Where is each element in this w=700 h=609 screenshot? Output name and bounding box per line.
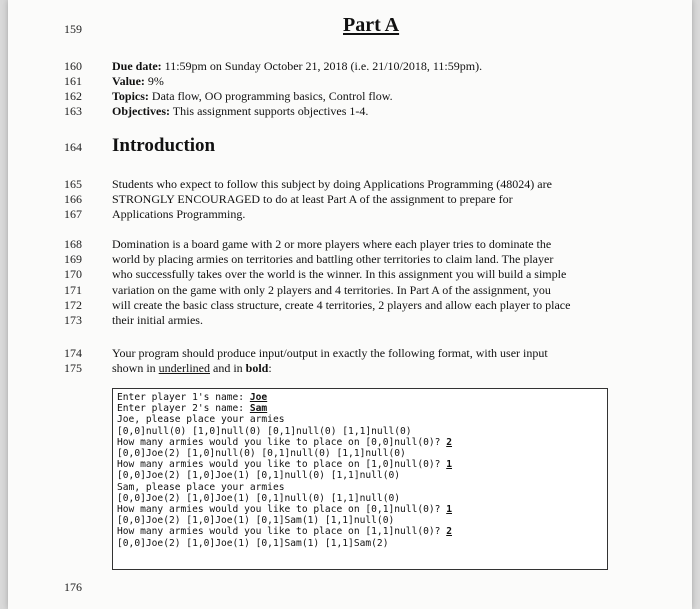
code-line	[117, 403, 603, 414]
paragraph-line: Domination is a board game with 2 or more players where each player tries to dominate the	[112, 237, 552, 251]
line-number: 173	[64, 313, 82, 327]
line-number: 159	[64, 22, 82, 36]
code-line	[117, 437, 603, 448]
document-page	[8, 0, 692, 609]
text-run: shown in	[112, 361, 159, 375]
line-number: 168	[64, 237, 82, 251]
code-text: Enter player 1's name:	[117, 392, 250, 403]
code-text: How many armies would you like to place on [1,1]null(0)?	[117, 526, 447, 538]
paragraph-line: who successfully takes over the world is the winner. In this assignment you will build a simple	[112, 267, 567, 281]
topics-label: Topics:	[112, 89, 149, 103]
line-number: 174	[64, 346, 82, 360]
sample-output-box	[112, 388, 608, 570]
line-number: 170	[64, 267, 82, 281]
code-line: Joe, please place your armies	[117, 414, 285, 426]
objectives-line	[112, 104, 368, 120]
topics-line	[112, 89, 393, 105]
code-text: How many armies would you like to place on [0,1]null(0)?	[117, 504, 447, 516]
underlined-word: underlined	[158, 361, 210, 375]
section-heading: Introduction	[112, 135, 216, 156]
paragraph-line: Students who expect to follow this subject by doing Applications Programming (48024) are	[112, 177, 552, 191]
line-number: 161	[64, 74, 82, 88]
user-input: 2	[446, 436, 453, 448]
user-input: Sam	[249, 403, 268, 415]
line-number: 166	[64, 192, 82, 206]
topics-value: Data flow, OO programming basics, Control flow.	[148, 89, 393, 103]
paragraph-line: their initial armies.	[112, 313, 203, 327]
code-line: [0,0]null(0) [1,0]null(0) [0,1]null(0) [1,1]null(0)	[117, 425, 412, 437]
line-number: 160	[64, 59, 82, 73]
due-date-label: Due date:	[112, 59, 162, 73]
objectives-value: This assignment supports objectives 1-4.	[169, 104, 369, 118]
code-line	[117, 392, 603, 403]
text-run: :	[268, 361, 272, 375]
objectives-label: Objectives:	[112, 104, 170, 118]
line-number: 175	[64, 361, 82, 375]
due-date-value: 11:59pm on Sunday October 21, 2018 (i.e. 21/10/2018, 11:59pm).	[161, 59, 483, 73]
paragraph-line: variation on the game with only 2 players and 4 territories. In Part A of the assignment, you	[112, 283, 551, 297]
code-line: [0,0]Joe(2) [1,0]Joe(1) [0,1]Sam(1) [1,1]Sam(2)	[117, 537, 389, 549]
paragraph-line	[112, 361, 272, 377]
code-line: [0,0]Joe(2) [1,0]Joe(1) [0,1]null(0) [1,1]null(0)	[117, 470, 401, 482]
code-line: [0,0]Joe(2) [1,0]Joe(1) [0,1]Sam(1) [1,1]null(0)	[117, 515, 395, 527]
line-number: 165	[64, 177, 82, 191]
paragraph-line: world by placing armies on territories and battling other territories to claim land. The player	[112, 252, 554, 266]
page-title: Part A	[343, 14, 400, 36]
due-date-line	[112, 59, 482, 75]
value-line	[112, 74, 164, 90]
user-input: 1	[446, 459, 453, 471]
user-input: 1	[446, 504, 453, 516]
paragraph-line: will create the basic class structure, create 4 territories, 2 players and allow each player to place	[112, 298, 571, 312]
user-input: Joe	[249, 392, 268, 403]
code-line	[117, 504, 603, 515]
line-number: 169	[64, 252, 82, 266]
value-label: Value:	[112, 74, 145, 88]
code-line	[117, 526, 603, 537]
code-text: How many armies would you like to place on [0,0]null(0)?	[117, 436, 447, 448]
text-run: and in	[210, 361, 246, 375]
line-number: 176	[64, 580, 82, 594]
line-number: 172	[64, 298, 82, 312]
user-input: 2	[446, 526, 453, 538]
code-line: [0,0]Joe(2) [1,0]Joe(1) [0,1]null(0) [1,1]null(0)	[117, 492, 401, 504]
line-number: 167	[64, 207, 82, 221]
code-line	[117, 459, 603, 470]
line-number: 162	[64, 89, 82, 103]
paragraph-line: STRONGLY ENCOURAGED to do at least Part A of the assignment to prepare for	[112, 192, 513, 206]
paragraph-line: Your program should produce input/output in exactly the following format, with user input	[112, 346, 548, 360]
paragraph-line: Applications Programming.	[112, 207, 246, 221]
code-line: [0,0]Joe(2) [1,0]null(0) [0,1]null(0) [1,1]null(0)	[117, 448, 406, 460]
line-number: 164	[64, 140, 82, 154]
code-line: Sam, please place your armies	[117, 481, 285, 493]
code-text: How many armies would you like to place on [1,0]null(0)?	[117, 459, 447, 471]
code-text: Enter player 2's name:	[117, 403, 250, 415]
line-number: 171	[64, 283, 82, 297]
value-value: 9%	[144, 74, 164, 88]
bold-word: bold	[245, 361, 269, 375]
line-number: 163	[64, 104, 82, 118]
